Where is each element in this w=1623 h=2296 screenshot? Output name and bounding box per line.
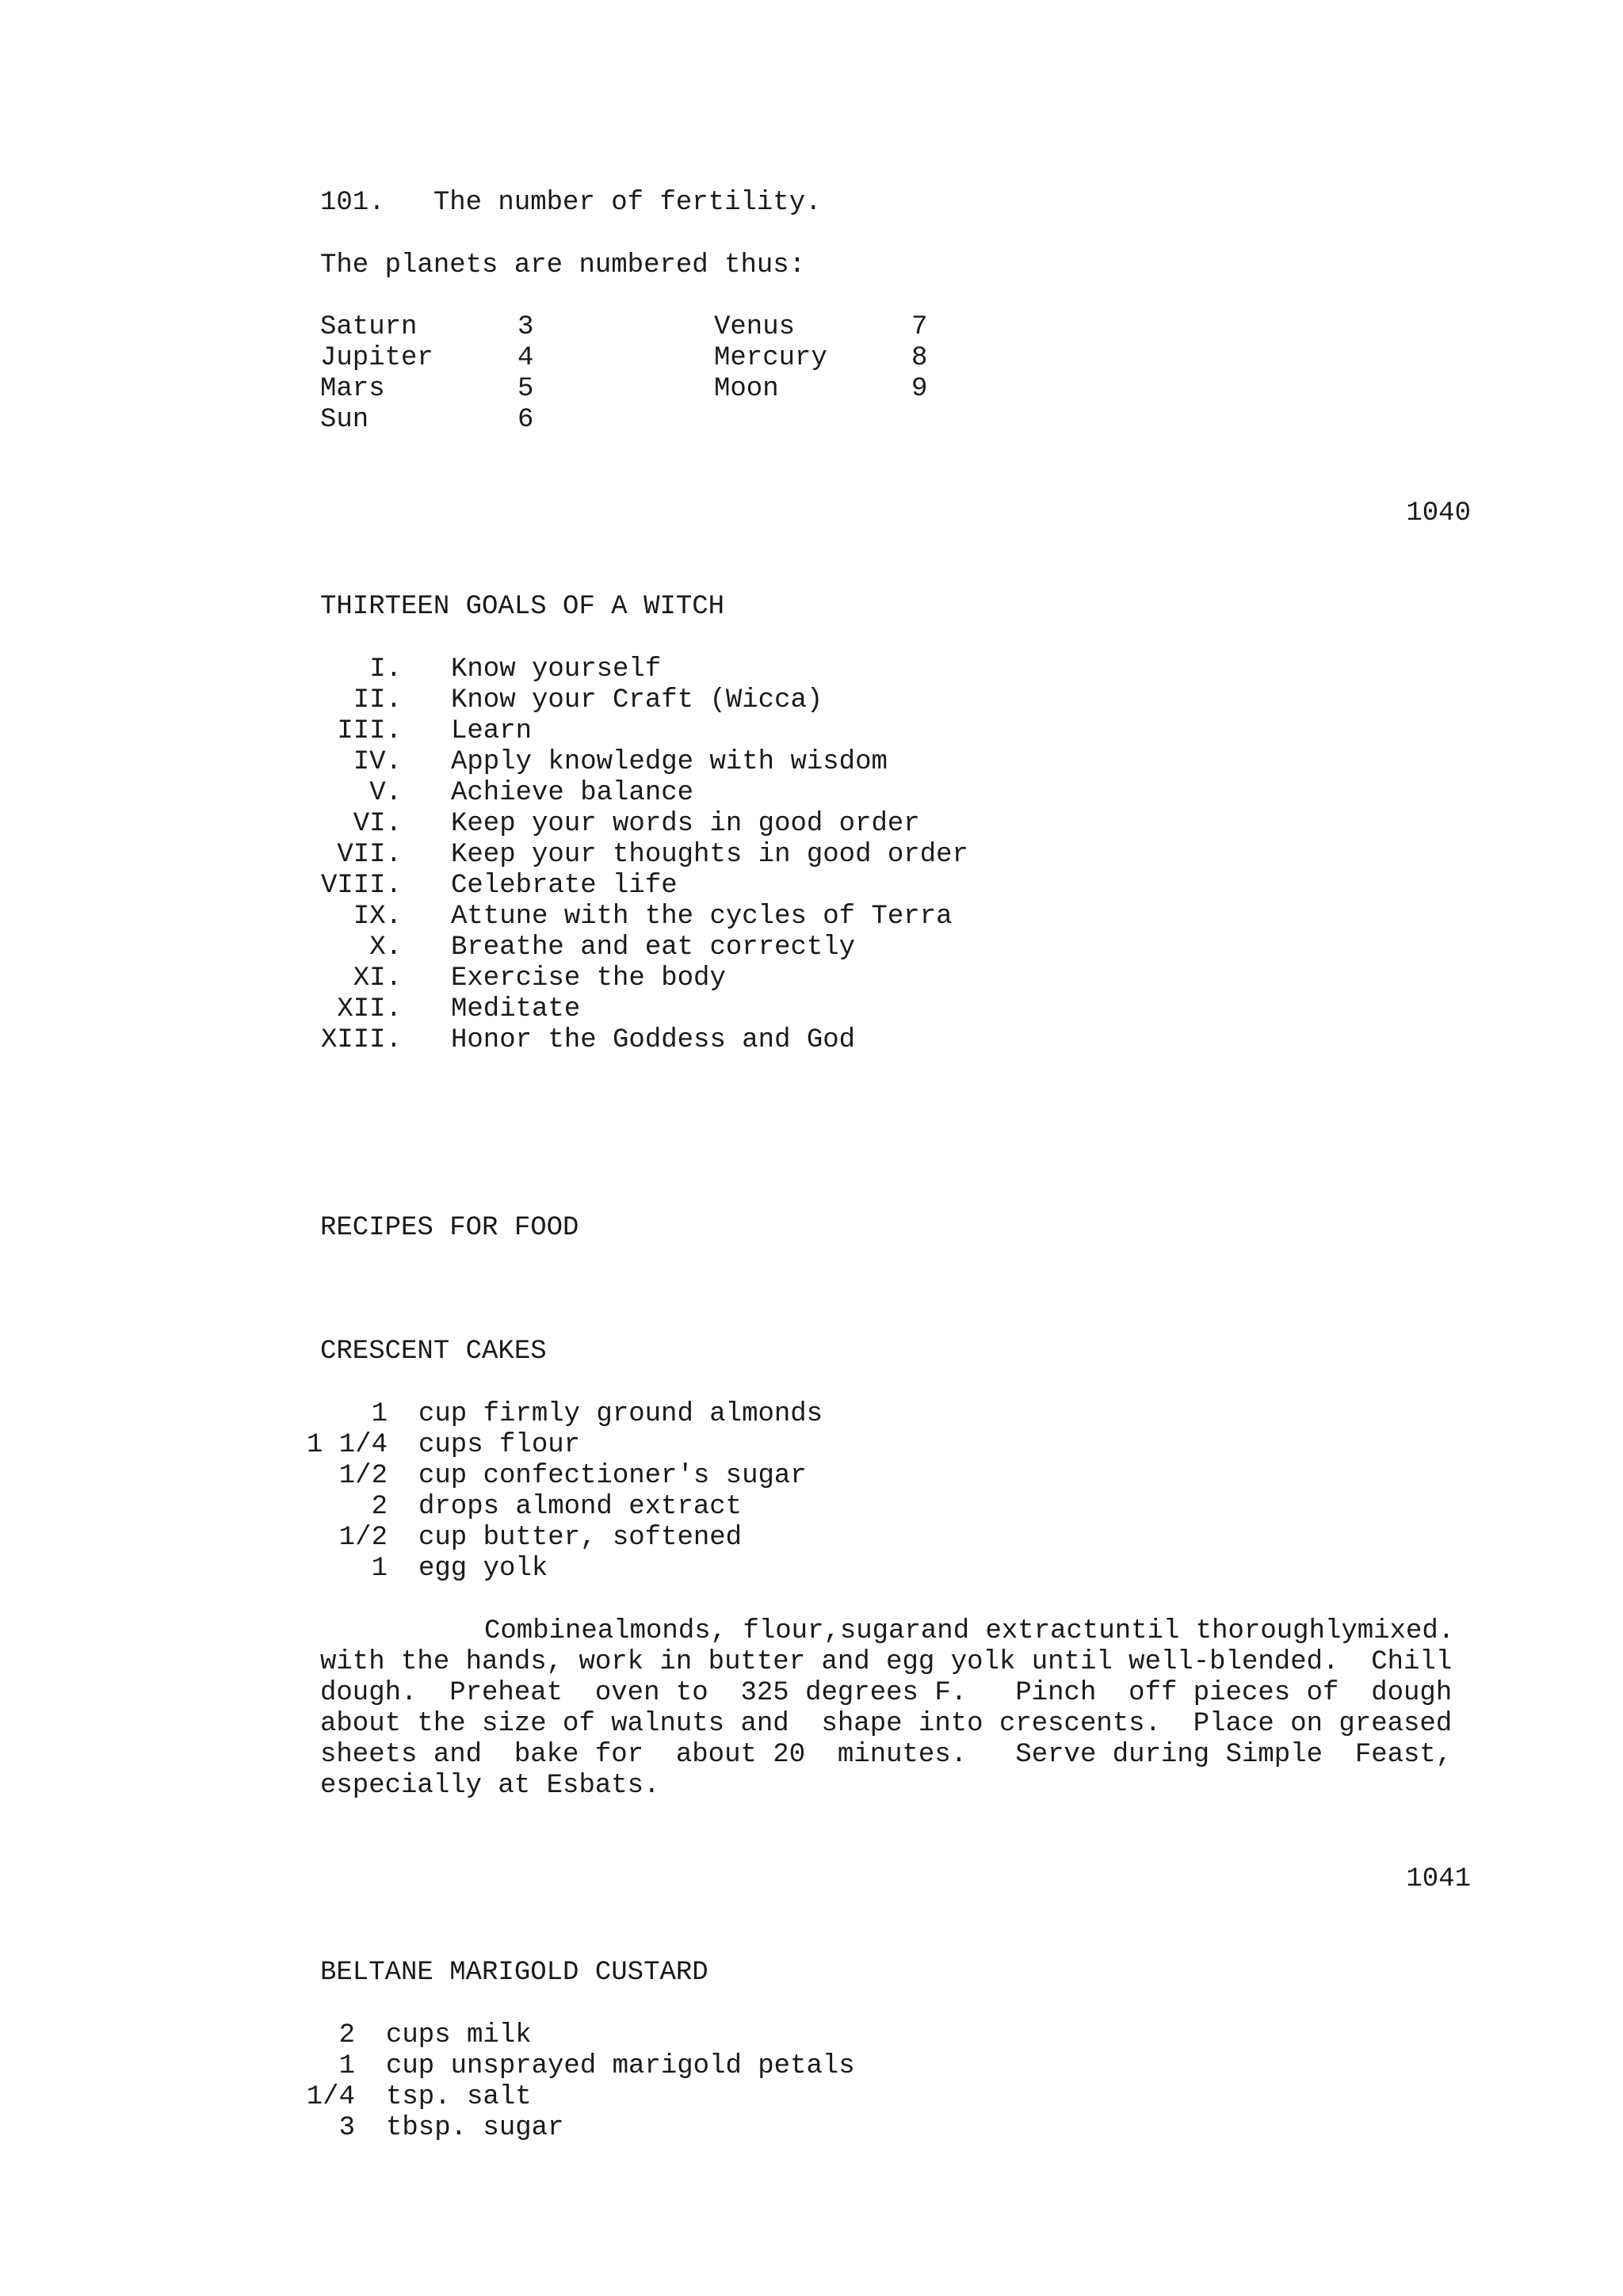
goal-numeral: VIII.	[320, 871, 402, 901]
goal-numeral: I.	[369, 654, 402, 685]
goals-heading: THIRTEEN GOALS OF A WITCH	[320, 592, 725, 622]
ingredient-item: tsp. salt	[386, 2082, 532, 2112]
planet-number: 6	[517, 405, 534, 435]
planet-number: 4	[517, 343, 534, 373]
planet-name: Saturn	[320, 312, 418, 342]
planets-intro: The planets are numbered thus:	[320, 250, 806, 280]
ingredient-quantity: 2	[371, 1492, 388, 1522]
ingredient-quantity: 1/4	[306, 2082, 355, 2112]
goal-text: Attune with the cycles of Terra	[451, 902, 953, 932]
planet-name: Mercury	[714, 343, 827, 373]
planet-name: Moon	[714, 374, 779, 404]
ingredient-item: tbsp. sugar	[386, 2113, 564, 2143]
goal-numeral: IX.	[353, 902, 402, 932]
goal-numeral: V.	[369, 778, 402, 808]
goal-numeral: XI.	[353, 963, 402, 994]
goal-text: Achieve balance	[451, 778, 694, 808]
ingredient-item: cup firmly ground almonds	[418, 1399, 823, 1429]
ingredient-quantity: 1	[371, 1554, 388, 1584]
fertility-line: 101. The number of fertility.	[320, 188, 822, 218]
ingredient-item: cups flour	[418, 1430, 581, 1460]
recipes-heading: RECIPES FOR FOOD	[320, 1213, 579, 1243]
goal-numeral: IV.	[353, 747, 402, 777]
ingredient-item: cup unsprayed marigold petals	[386, 2051, 855, 2081]
ingredient-quantity: 3	[338, 2113, 355, 2143]
planet-name: Mars	[320, 374, 385, 404]
goal-numeral: X.	[369, 933, 402, 963]
custard-heading: BELTANE MARIGOLD CUSTARD	[320, 1958, 708, 1988]
planet-number: 8	[911, 343, 928, 373]
goal-text: Celebrate life	[451, 871, 678, 901]
directions-line: dough. Preheat oven to 325 degrees F. Pinch off pieces of dough	[320, 1678, 1453, 1708]
planet-name: Jupiter	[320, 343, 433, 373]
planet-name: Venus	[714, 312, 796, 342]
directions-line: Combinealmonds, flour,sugarand extractuntil thoroughlymixed.	[484, 1616, 1455, 1646]
ingredient-quantity: 1/2	[338, 1461, 388, 1491]
goal-numeral: VI.	[353, 809, 402, 839]
planet-name: Sun	[320, 405, 369, 435]
crescent-cakes-heading: CRESCENT CAKES	[320, 1337, 547, 1367]
page-number: 1040	[1406, 498, 1471, 528]
ingredient-item: drops almond extract	[418, 1492, 743, 1522]
goal-numeral: VII.	[337, 840, 402, 870]
goal-text: Breathe and eat correctly	[451, 933, 856, 963]
goal-text: Apply knowledge with wisdom	[451, 747, 888, 777]
ingredient-item: egg yolk	[418, 1554, 548, 1584]
ingredient-quantity: 2	[338, 2020, 355, 2050]
planet-number: 5	[517, 374, 534, 404]
goal-text: Know yourself	[451, 654, 662, 685]
ingredient-item: cups milk	[386, 2020, 532, 2050]
planet-number: 3	[517, 312, 534, 342]
goal-numeral: II.	[353, 685, 402, 715]
ingredient-quantity: 1	[338, 2051, 355, 2081]
ingredient-item: cup butter, softened	[418, 1523, 743, 1553]
ingredient-item: cup confectioner's sugar	[418, 1461, 807, 1491]
goal-text: Know your Craft (Wicca)	[451, 685, 823, 715]
planet-number: 9	[911, 374, 928, 404]
goal-numeral: XII.	[337, 994, 402, 1024]
goal-numeral: XIII.	[320, 1025, 402, 1055]
goal-text: Honor the Goddess and God	[451, 1025, 856, 1055]
directions-line: about the size of walnuts and shape into crescents. Place on greased	[320, 1709, 1453, 1739]
directions-line: sheets and bake for about 20 minutes. Serve during Simple Feast,	[320, 1740, 1453, 1770]
goal-numeral: III.	[337, 716, 402, 746]
goal-text: Meditate	[451, 994, 581, 1024]
page-number: 1041	[1406, 1864, 1471, 1894]
goal-text: Keep your words in good order	[451, 809, 920, 839]
goal-text: Learn	[451, 716, 533, 746]
ingredient-quantity: 1 1/4	[306, 1430, 388, 1460]
goal-text: Exercise the body	[451, 963, 726, 994]
directions-line: with the hands, work in butter and egg yolk until well-blended. Chill	[320, 1647, 1453, 1677]
goal-text: Keep your thoughts in good order	[451, 840, 968, 870]
planet-number: 7	[911, 312, 928, 342]
ingredient-quantity: 1/2	[338, 1523, 388, 1553]
directions-line: especially at Esbats.	[320, 1771, 660, 1801]
ingredient-quantity: 1	[371, 1399, 388, 1429]
